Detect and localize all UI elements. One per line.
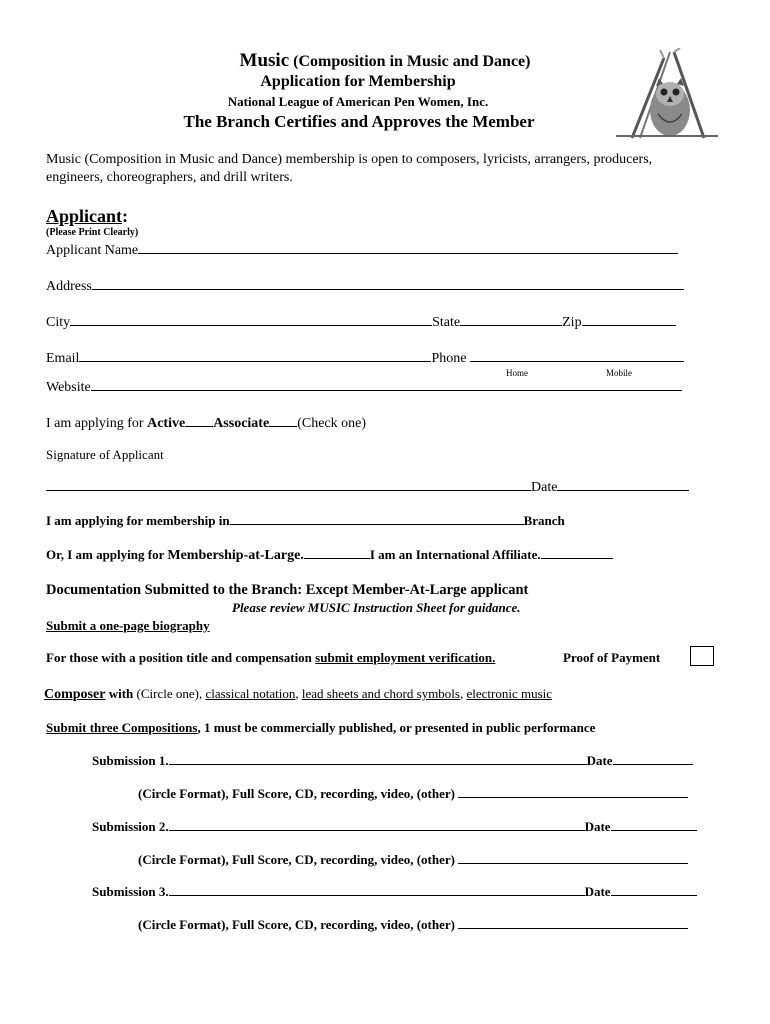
at-large-row xyxy=(46,547,613,564)
email-label: Email xyxy=(46,351,80,366)
title-music: Music xyxy=(239,50,290,71)
submission-3-other-field[interactable] xyxy=(458,927,688,929)
state-field[interactable] xyxy=(460,324,562,326)
submission-3-label: Submission 3. xyxy=(92,884,169,899)
documentation-heading: Documentation Submitted to the Branch: Except Member-At-Large applicant xyxy=(46,582,529,598)
active-check-field[interactable] xyxy=(185,425,213,427)
home-label: Home xyxy=(506,368,528,378)
submission-1-row xyxy=(92,753,693,769)
compositions-heading-underlined: Submit three Compositions xyxy=(46,720,198,735)
city-label: City xyxy=(46,315,71,330)
city-state-zip-row xyxy=(46,315,676,331)
submission-1-other-field[interactable] xyxy=(458,796,688,798)
submission-3-title-field[interactable] xyxy=(169,894,585,896)
submission-1-label: Submission 1. xyxy=(92,753,169,768)
submission-2-title-field[interactable] xyxy=(169,829,585,831)
submission-3-date-field[interactable] xyxy=(611,894,697,896)
submission-2-format-label: (Circle Format), Full Score, CD, recording, video, (other) xyxy=(138,852,459,867)
submission-1-date-label: Date xyxy=(586,753,613,768)
applicant-heading-colon: : xyxy=(122,206,129,226)
form-subtitle: Application for Membership xyxy=(260,73,456,90)
employment-verification-text: submit employment verification. xyxy=(315,650,496,665)
print-note: (Please Print Clearly) xyxy=(46,227,139,238)
submission-2-label: Submission 2. xyxy=(92,819,169,834)
address-label: Address xyxy=(46,279,92,294)
applicant-name-field[interactable] xyxy=(138,252,678,254)
applicant-heading-text: Applicant xyxy=(46,206,123,226)
applicant-heading xyxy=(46,206,128,227)
submission-3-format-label: (Circle Format), Full Score, CD, recording, video, (other) xyxy=(138,917,459,932)
submission-2-row xyxy=(92,819,697,835)
review-note: Please review MUSIC Instruction Sheet for guidance. xyxy=(232,600,521,615)
phone-label: Phone xyxy=(431,351,467,366)
employment-prefix: For those with a position title and compensation xyxy=(46,650,316,665)
submission-3-row xyxy=(92,884,697,900)
zip-field[interactable] xyxy=(582,324,676,326)
composer-label: Composer xyxy=(44,687,106,702)
at-large-field[interactable] xyxy=(304,557,370,559)
website-field[interactable] xyxy=(91,389,682,391)
city-field[interactable] xyxy=(70,324,432,326)
applying-for-row xyxy=(46,416,366,432)
employment-row xyxy=(46,650,495,666)
address-row xyxy=(46,279,684,295)
address-field[interactable] xyxy=(92,288,684,290)
email-field[interactable] xyxy=(79,360,431,362)
submission-1-title-field[interactable] xyxy=(169,763,587,765)
composer-row xyxy=(44,686,552,703)
state-label: State xyxy=(432,315,461,330)
associate-label: Associate xyxy=(213,416,270,431)
submission-2-format-row xyxy=(138,852,688,868)
electronic-music-option[interactable]: electronic music xyxy=(466,686,553,701)
org-name: National League of American Pen Women, Inc. xyxy=(227,94,489,109)
submission-3-format-row xyxy=(138,917,688,933)
branch-name-field[interactable] xyxy=(230,523,524,525)
phone-field[interactable] xyxy=(470,360,684,362)
intro-text-2: engineers, choreographers, and drill writers. xyxy=(46,170,293,185)
international-field[interactable] xyxy=(541,557,613,559)
website-label: Website xyxy=(46,380,91,395)
signature-field[interactable] xyxy=(46,489,531,491)
at-large-prefix: Or, I am applying for xyxy=(46,547,168,562)
compositions-heading xyxy=(46,720,595,736)
applying-prefix: I am applying for xyxy=(46,416,148,431)
proof-of-payment-checkbox[interactable] xyxy=(690,646,714,666)
website-row xyxy=(46,380,682,396)
submission-1-date-field[interactable] xyxy=(613,763,693,765)
proof-of-payment-label: Proof of Payment xyxy=(563,650,661,665)
membership-in-suffix: Branch xyxy=(523,513,565,528)
compositions-heading-rest: , 1 must be commercially published, or presented in public performance xyxy=(197,720,596,735)
submission-2-date-label: Date xyxy=(584,819,611,834)
biography-note: Submit a one-page biography xyxy=(46,618,210,633)
classical-notation-option[interactable]: classical notation xyxy=(205,686,296,701)
intro-text: Music (Composition in Music and Dance) membership is open to composers, lyricists, arrangers, producers, xyxy=(46,152,653,167)
submission-3-date-label: Date xyxy=(584,884,611,899)
zip-label: Zip xyxy=(562,315,582,330)
membership-at-large-label: Membership-at-Large. xyxy=(167,548,304,563)
sep-2: , xyxy=(459,686,467,701)
signature-date-label: Date xyxy=(531,480,558,495)
associate-check-field[interactable] xyxy=(269,425,297,427)
lead-sheets-option[interactable]: lead sheets and chord symbols xyxy=(301,686,460,701)
submission-2-other-field[interactable] xyxy=(458,862,688,864)
signature-row xyxy=(46,480,689,496)
membership-in-row xyxy=(46,513,565,529)
check-one-note: (Check one) xyxy=(297,416,366,431)
membership-in-prefix: I am applying for membership in xyxy=(46,513,230,528)
certifies-heading: The Branch Certifies and Approves the Member xyxy=(183,112,535,131)
signature-label: Signature of Applicant xyxy=(46,447,164,462)
submission-2-date-field[interactable] xyxy=(611,829,697,831)
submission-1-format-row xyxy=(138,786,688,802)
email-phone-row xyxy=(46,351,684,367)
circle-one-note: (Circle one), xyxy=(136,686,206,701)
submission-1-format-label: (Circle Format), Full Score, CD, recording, video, (other) xyxy=(138,786,459,801)
mobile-label: Mobile xyxy=(606,368,632,378)
sep-1: , xyxy=(295,686,302,701)
applicant-name-label: Applicant Name xyxy=(46,243,139,258)
active-label: Active xyxy=(147,416,186,431)
title-rest: (Composition in Music and Dance) xyxy=(289,53,531,70)
signature-date-field[interactable] xyxy=(557,489,689,491)
applicant-name-row xyxy=(46,243,678,259)
international-label: I am an International Affiliate. xyxy=(369,547,541,562)
composer-with: with xyxy=(105,686,137,701)
owl-quill-logo-icon xyxy=(612,48,722,140)
